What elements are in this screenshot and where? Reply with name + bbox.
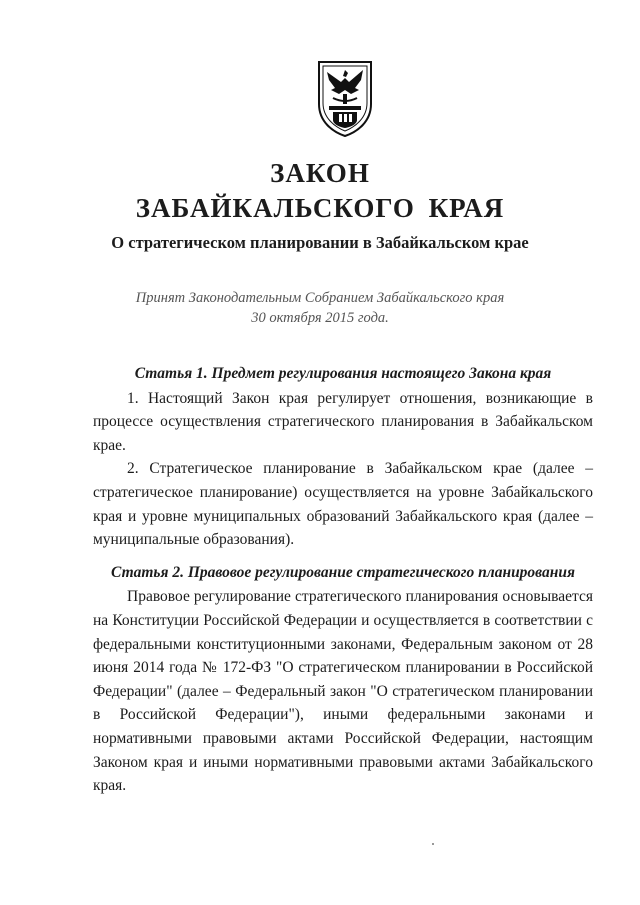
adoption-body: Принят Законодательным Собранием Забайкальского края: [135, 290, 505, 306]
article-1-paragraph-1: 1. Настоящий Закон края регулирует отношения, возникающие в процессе осуществления стратегического планирования в Забайкальском крае.: [93, 389, 593, 454]
scan-speck: [432, 843, 434, 845]
coat-of-arms-icon: [315, 60, 375, 138]
adoption-note: [0, 288, 640, 328]
law-region-title: ЗАБАЙКАЛЬСКОГО КРАЯ: [135, 193, 505, 223]
article-spacer: [93, 552, 593, 561]
law-subtitle: О стратегическом планировании в Забайкальском крае: [111, 233, 529, 252]
article-1-heading: Статья 1. Предмет регулирования настоящего Закона края: [134, 365, 552, 382]
article-2-heading: Статья 2. Правовое регулирование стратегического планирования: [111, 563, 575, 581]
adoption-date: 30 октября 2015 года.: [251, 310, 389, 326]
law-body: [93, 362, 593, 798]
article-2-paragraph-1: Правовое регулирование стратегического планирования основывается на Конституции Российской Федерации и осуществляется в соответствии с федеральными конституционными законами, Федеральным законом от 28 июня 2014 года № 172-ФЗ "О стратегическом планировании в Российской Федерации" (далее – Федеральный закон "О стратегическом планировании в Российской Федерации"), иными федеральными законами и нормативными правовыми актами Российской Федерации, настоящим Законом края и иными нормативными правовыми актами Забайкальского края.: [93, 588, 593, 795]
law-title: ЗАКОН: [270, 158, 370, 188]
article-1-paragraph-2: 2. Стратегическое планирование в Забайкальском крае (далее – стратегическое планирование) осуществляется на уровне Забайкальского края и уровне муниципальных образований Забайкальского края (далее – муниципальные образования).: [93, 460, 593, 549]
